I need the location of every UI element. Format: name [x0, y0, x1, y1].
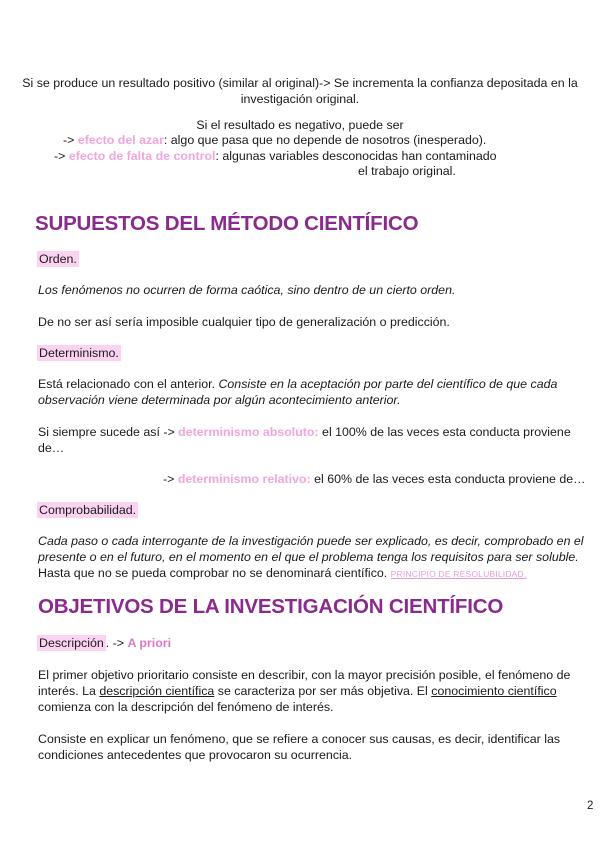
- intro-azar-line: [63, 132, 486, 149]
- section-title-objetivos: OBJETIVOS DE LA INVESTIGACIÓN CIENTÍFICO: [38, 595, 504, 618]
- determinismo-absoluto-cont: de…: [38, 441, 65, 455]
- orden-paragraph-1: Los fenómenos no ocurren de forma caótica, sino dentro de un cierto orden.: [38, 283, 456, 297]
- orden-paragraph-2: De no ser así sería imposible cualquier tipo de generalización o predicción.: [38, 315, 450, 329]
- label-descripcion-line: Descripción . -> A priori: [39, 636, 172, 650]
- determinismo-relativo-term: determinismo relativo:: [177, 472, 311, 486]
- determinismo-paragraph-1: Está relacionado con el anterior. Consiste en la aceptación por parte del científico de que cada: [38, 377, 558, 391]
- determinismo-relativo-line: -> determinismo relativo: el 60% de las veces esta conducta proviene de…: [163, 472, 586, 486]
- intro-control-cont: el trabajo original.: [358, 164, 456, 178]
- comprobabilidad-paragraph-2: presente o en el futuro, en el momento en el que el problema tenga los requisitos para ser soluble.: [38, 550, 579, 564]
- determinismo-paragraph-1-cont: observación viene determinada por algún acontecimiento anterior.: [38, 393, 401, 407]
- intro-line-2: investigación original.: [240, 92, 360, 106]
- intro-line-1: Si se produce un resultado positivo (similar al original)-> Se incrementa la confianza depositada en la: [22, 76, 578, 90]
- explicacion-paragraph-1: Consiste en explicar un fenómeno, que se refiere a conocer sus causas, es decir, identificar las: [38, 732, 561, 746]
- determinismo-absoluto-line: Si siempre sucede así -> determinismo absoluto: el 100% de las veces esta conducta proviene: [38, 425, 571, 439]
- descripcion-paragraph-2: interés. La descripción científica se caracteriza por ser más objetiva. El conocimiento científico: [38, 684, 557, 698]
- page-number: 2: [587, 800, 594, 812]
- intro-line-3: Si el resultado es negativo, puede ser: [196, 118, 404, 132]
- label-descripcion: Descripción: [39, 636, 104, 650]
- label-comprobabilidad: Comprobabilidad.: [39, 503, 137, 517]
- conocimiento-cientifico-term: conocimiento científico: [431, 684, 557, 698]
- arrow-prefix: ->: [54, 149, 69, 163]
- label-orden: Orden.: [39, 252, 77, 266]
- azar-text: : algo que pasa que no depende de nosotros (inesperado).: [163, 133, 487, 147]
- arrow-prefix: ->: [63, 133, 78, 147]
- explicacion-paragraph-2: condiciones antecedentes que provocaron su ocurrencia.: [38, 748, 353, 762]
- comprobabilidad-paragraph-3: Hasta que no se pueda comprobar no se denominará científico. PRINCIPIO DE RESOLUBILIDAD.: [38, 566, 527, 580]
- azar-term: efecto del azar: [77, 133, 164, 147]
- section-title-supuestos: SUPUESTOS DEL MÉTODO CIENTÍFICO: [35, 212, 419, 235]
- descripcion-cientifica-term: descripción científica: [99, 684, 215, 698]
- label-determinismo: Determinismo.: [39, 346, 119, 360]
- apriori-label: A priori: [127, 636, 172, 650]
- control-text: : algunas variables desconocidas han contaminado: [215, 149, 497, 163]
- principio-resolubilidad-link[interactable]: PRINCIPIO DE RESOLUBILIDAD.: [390, 569, 527, 579]
- comprobabilidad-paragraph-1: Cada paso o cada interrogante de la investigación puede ser explicado, es decir, comprobado en el: [38, 534, 584, 548]
- descripcion-paragraph-1: El primer objetivo prioritario consiste en describir, con la mayor precisión posible, el fenómeno de: [38, 668, 571, 682]
- descripcion-paragraph-3: comienza con la descripción del fenómeno de interés.: [38, 700, 334, 714]
- determinismo-absoluto-term: determinismo absoluto:: [178, 425, 319, 439]
- control-term: efecto de falta de control: [68, 149, 216, 163]
